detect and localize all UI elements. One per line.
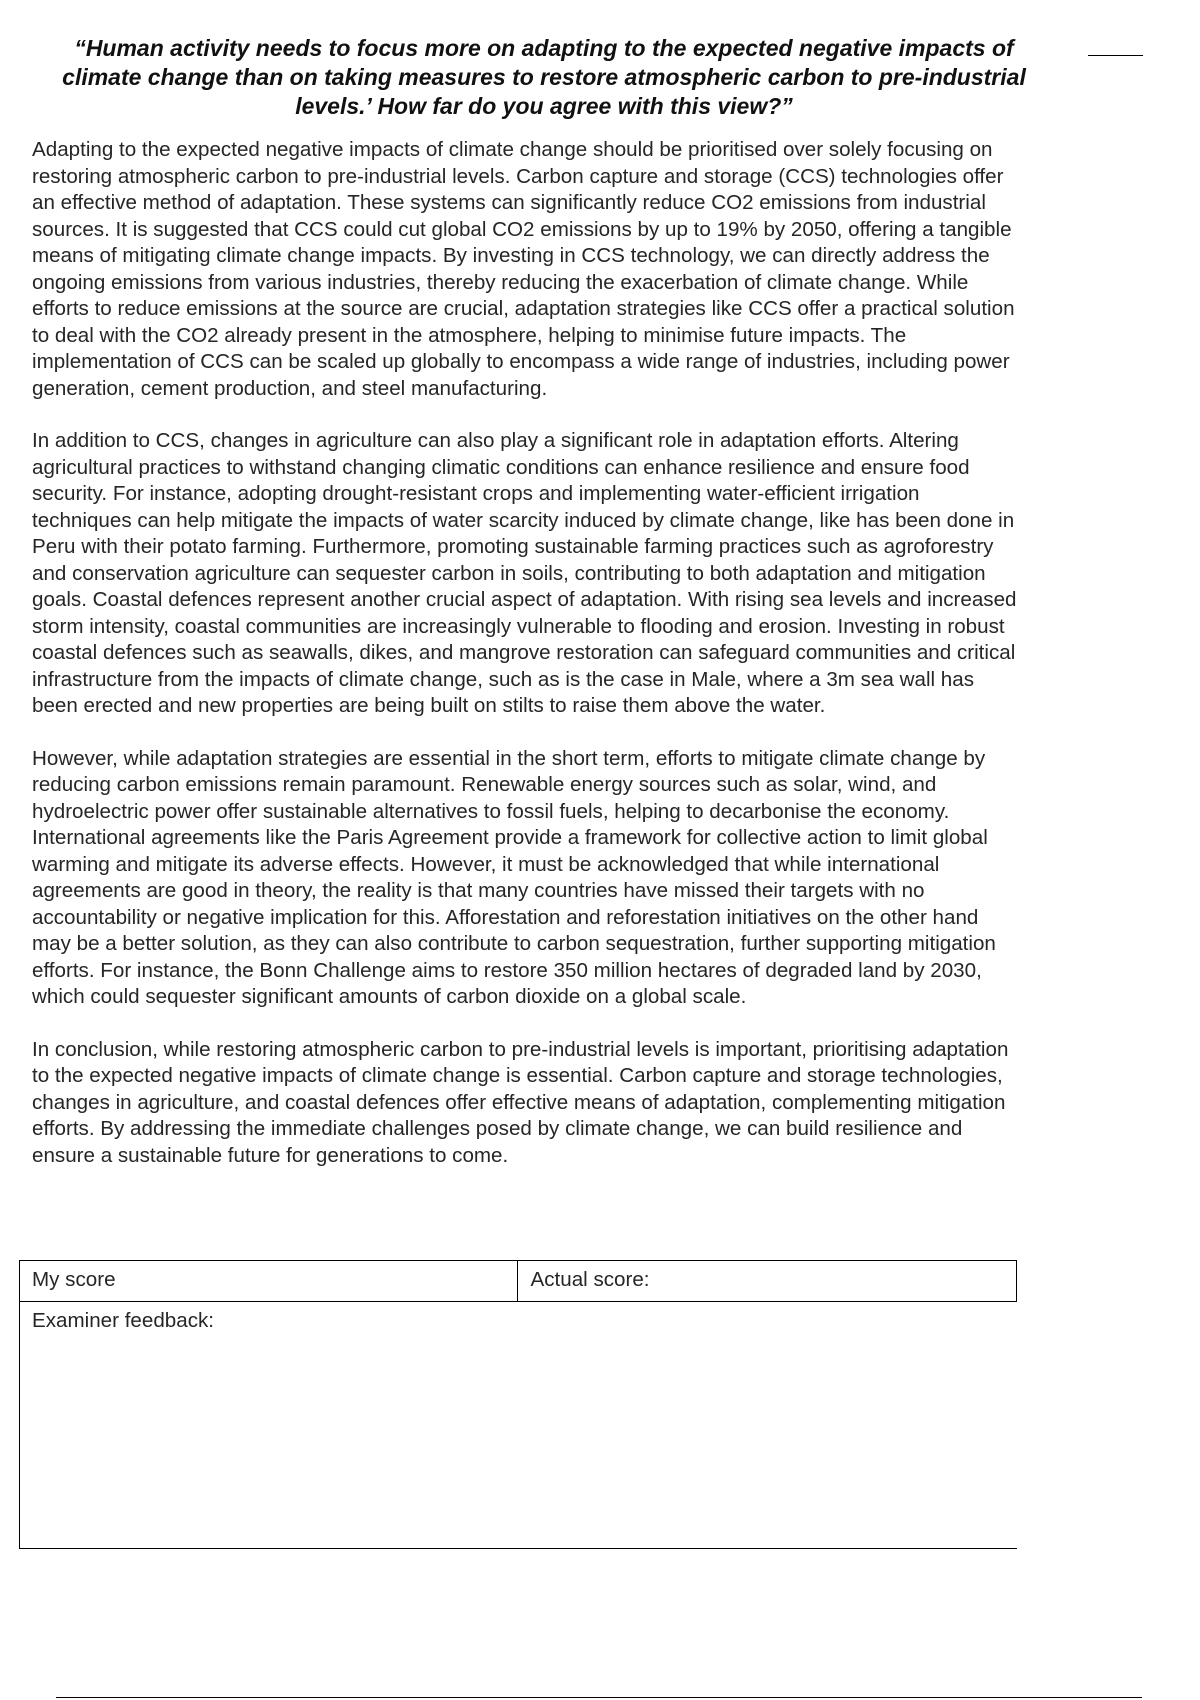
examiner-feedback-cell [20,1302,1017,1549]
essay-body [32,137,1022,1169]
score-row [20,1261,1017,1302]
header-rule [1088,55,1143,56]
essay-question: “Human activity needs to focus more on adapting to the expected negative impacts of climate change than on taking measures to restore atmospheric carbon to pre-industrial levels.’ How far do you agree with this view?” [62,35,1026,119]
my-score-label: My score [32,1268,116,1291]
essay-paragraph-conclusion: In conclusion, while restoring atmospheric carbon to pre-industrial levels is important, prioritising adaptation to the expected negative impacts of climate change is essential. Carbon capture and storage technologies, changes in agriculture, and coastal defences offer effective means of adaptation, complementing mitigation efforts. By addressing the immediate challenges posed by climate change, we can build resilience and ensure a sustainable future for generations to come. [32,1037,1009,1167]
footer-rule [56,1697,1142,1698]
feedback-row [20,1302,1017,1549]
actual-score-cell [518,1261,1017,1302]
essay-paragraph-mitigation: However, while adaptation strategies are essential in the short term, efforts to mitigate climate change by reducing carbon emissions remain paramount. Renewable energy sources such as solar, wind, and hydroelectric power offer sustainable alternatives to fossil fuels, helping to decarbonise the economy. International agreements like the Paris Agreement provide a framework for collective action to limit global warming and mitigate its adverse effects. However, it must be acknowledged that while international agreements are good in theory, the reality is that many countries have missed their targets with no accountability or negative implication for this. Afforestation and reforestation initiatives on the other hand may be a better solution, as they can also contribute to carbon sequestration, further supporting mitigation efforts. For instance, the Bonn Challenge aims to restore 350 million hectares of degraded land by 2030, which could sequester significant amounts of carbon dioxide on a global scale. [32,746,996,1008]
my-score-cell [20,1261,518,1302]
essay-paragraph-introduction: Adapting to the expected negative impacts of climate change should be prioritised over solely focusing on restoring atmospheric carbon to pre-industrial levels. Carbon capture and storage (CCS) technologies offer an effective method of adaptation. These systems can significantly reduce CO2 emissions from industrial sources. It is suggested that CCS could cut global CO2 emissions by up to 19% by 2050, offering a tangible means of mitigating climate change impacts. By investing in CCS technology, we can directly address the ongoing emissions from various industries, thereby reducing the exacerbation of climate change. While efforts to reduce emissions at the source are crucial, adaptation strategies like CCS offer a practical solution to deal with the CO2 already present in the atmosphere, helping to minimise future impacts. The implementation of CCS can be scaled up globally to encompass a wide range of industries, including power generation, cement production, and steel manufacturing. [32,138,1015,400]
score-table [19,1260,1017,1549]
actual-score-label: Actual score: [530,1268,650,1291]
essay-paragraph-agriculture-coastal: In addition to CCS, changes in agriculture can also play a significant role in adaptation efforts. Altering agricultural practices to withstand changing climatic conditions can enhance resilience and ensure food security. For instance, adopting drought-resistant crops and implementing water-efficient irrigation techniques can help mitigate the impacts of water scarcity induced by climate change, like has been done in Peru with their potato farming. Furthermore, promoting sustainable farming practices such as agroforestry and conservation agriculture can sequester carbon in soils, contributing to both adaptation and mitigation goals. Coastal defences represent another crucial aspect of adaptation. With rising sea levels and increased storm intensity, coastal communities are increasingly vulnerable to flooding and erosion. Investing in robust coastal defences such as seawalls, dikes, and mangrove restoration can safeguard communities and critical infrastructure from the impacts of climate change, such as is the case in Male, where a 3m sea wall has been erected and new properties are being built on stilts to raise them above the water. [32,429,1017,717]
examiner-feedback-label: Examiner feedback: [32,1309,215,1332]
